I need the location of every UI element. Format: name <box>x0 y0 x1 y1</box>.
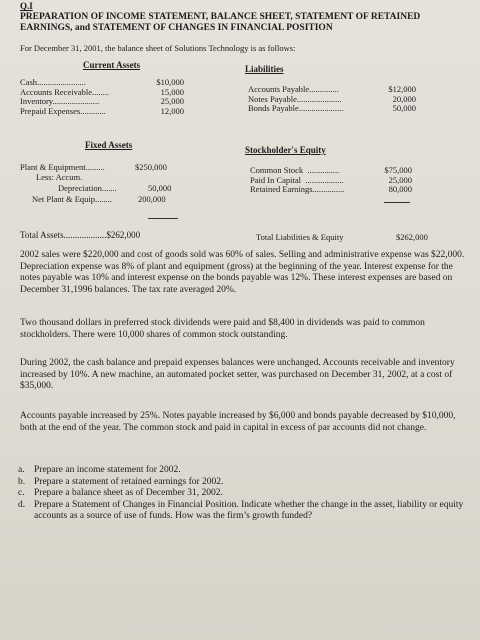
paragraph-dividends: Two thousand dollars in preferred stock dividends were paid and $8,400 in dividends was paid to common stockholders. There were 10,000 shares of common stock outstanding. <box>20 318 425 340</box>
equity-value: 80,000 <box>388 184 412 194</box>
question-text: Prepare a balance sheet as of December 31, 2002. <box>34 488 223 498</box>
total-assets: Total Assets...................$262,000 <box>20 230 141 240</box>
paragraph-sales: 2002 sales were $220,000 and cost of goods sold was 60% of sales. Selling and administrative expense was $22,000. Depreciation expense was 8% of plant and equipment (gross) at the beginning of the year. Interest expense for the notes payable was 10% and interest expense on the bonds payable was 12%. These interest expenses are based on December 31,1996 balances. The tax rate averaged 20%. <box>20 250 465 295</box>
depreciation-value: 50,000 <box>148 183 172 193</box>
question-number: Q.I <box>20 1 33 11</box>
current-asset-label: Inventory...................... <box>20 96 100 106</box>
total-liabilities-equity-label: Total Liabilities & Equity <box>256 232 344 242</box>
equity-label: Paid In Capital .................. <box>250 174 344 185</box>
less-accum-label: Less: Accum. <box>36 172 83 182</box>
stockholders-equity-heading: Stockholder's Equity <box>245 145 326 155</box>
liability-value: 50,000 <box>392 103 416 113</box>
intro-text: For December 31, 2001, the balance sheet of Solutions Technology is as follows: <box>20 43 296 53</box>
current-asset-value: 25,000 <box>160 96 184 106</box>
current-asset-value: 12,000 <box>160 105 184 116</box>
question-letter: a. <box>18 465 25 475</box>
liabilities-values <box>372 85 416 114</box>
net-plant-label: Net Plant & Equip........ <box>32 194 113 204</box>
equity-labels <box>250 166 344 195</box>
plant-equipment-label: Plant & Equipment......... <box>20 162 105 172</box>
fixed-assets-underline <box>148 218 178 219</box>
current-asset-label: Cash....................... <box>20 77 86 87</box>
fixed-assets-heading: Fixed Assets <box>85 140 133 150</box>
current-assets-values <box>140 78 184 116</box>
paragraph-liabilities: Accounts payable increased by 25%. Notes payable increased by $6,000 and bonds payable decreased by $10,000, both at the end of the year. The common stock and paid in capital in excess of par accounts did not change. <box>20 411 456 433</box>
equity-values <box>368 166 412 195</box>
equity-value: 25,000 <box>388 174 412 185</box>
liability-value: 20,000 <box>392 93 416 104</box>
question-list <box>18 465 468 523</box>
liabilities-labels <box>248 85 343 114</box>
net-plant-value: 200,000 <box>138 194 166 204</box>
liability-label: Bonds Payable..................... <box>248 103 344 113</box>
depreciation-label: Depreciation....... <box>58 183 117 193</box>
question-item <box>18 488 468 500</box>
equity-label: Retained Earnings............... <box>250 184 345 194</box>
question-letter: b. <box>18 476 26 487</box>
equity-value: $75,000 <box>384 165 412 175</box>
question-letter: c. <box>18 488 25 498</box>
plant-equipment-value: $250,000 <box>135 162 167 172</box>
current-asset-label: Prepaid Expenses............ <box>20 105 106 116</box>
question-letter: d. <box>18 499 26 510</box>
current-assets-heading: Current Assets <box>83 60 141 70</box>
question-text: Prepare a statement of retained earnings for 2002. <box>34 476 224 487</box>
liabilities-heading: Liabilities <box>245 64 284 74</box>
liability-label: Accounts Payable.............. <box>248 84 339 94</box>
liability-value: $12,000 <box>388 84 416 94</box>
current-asset-value: 15,000 <box>160 86 184 97</box>
question-item <box>18 465 468 477</box>
current-asset-label: Accounts Receivable........ <box>20 86 109 97</box>
equity-underline <box>384 202 410 203</box>
document-heading: PREPARATION OF INCOME STATEMENT, BALANCE SHEET, STATEMENT OF RETAINED EARNINGS, and STATEMENT OF CHANGES IN FINANCIAL POSITION <box>20 12 421 33</box>
equity-label: Common Stock ............... <box>250 165 340 175</box>
question-item <box>18 500 468 523</box>
paragraph-balances: During 2002, the cash balance and prepaid expenses balances were unchanged. Accounts receivable and inventory increased by 10%. A new machine, an automated pocket setter, was purchased on December 31, 2002, at a cost of $35,000. <box>20 358 455 391</box>
liability-label: Notes Payable..................... <box>248 93 342 104</box>
current-assets-labels <box>20 78 109 116</box>
question-text: Prepare a Statement of Changes in Financial Position. Indicate whether the change in the asset, liability or equity accounts as a source of use of funds. How was the firm’s growth funded? <box>34 499 464 521</box>
total-liabilities-equity-value: $262,000 <box>396 232 428 242</box>
question-item <box>18 477 468 489</box>
question-text: Prepare an income statement for 2002. <box>34 465 181 475</box>
current-asset-value: $10,000 <box>156 77 184 87</box>
